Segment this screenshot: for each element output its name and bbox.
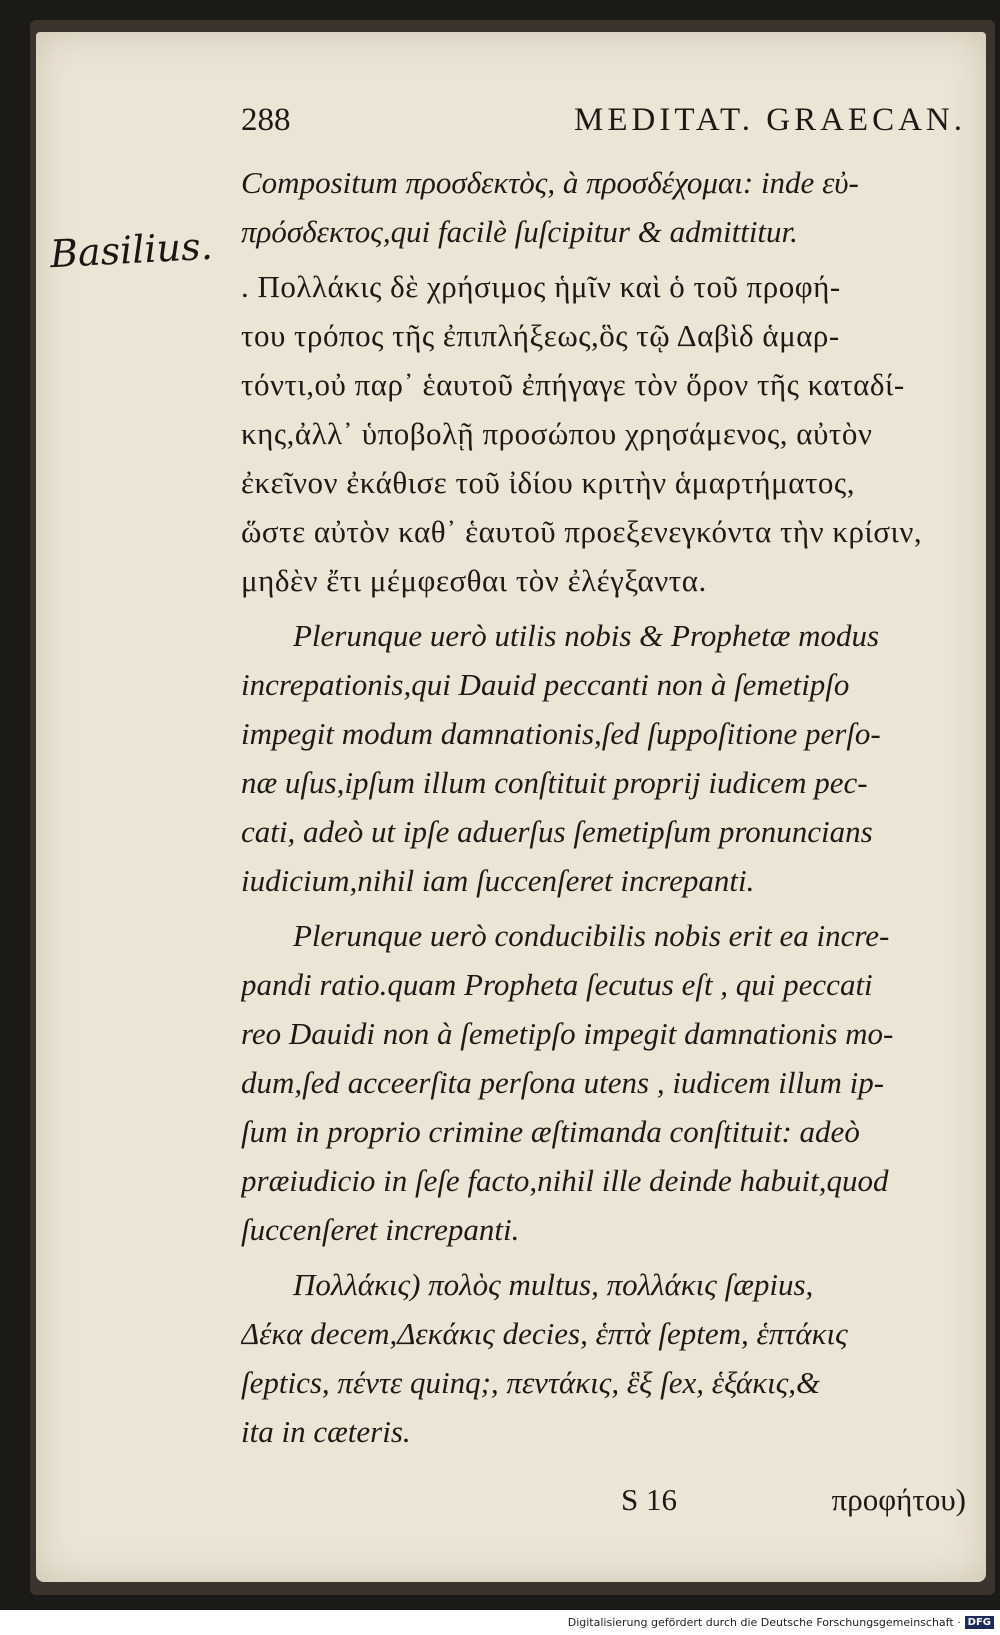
text-line: Δέκα decem,Δεκάκις decies, ἑπτὰ ſeptem, ἑπτάκις <box>241 1316 848 1351</box>
text-line: τόντι,οὐ παρ᾽ ἑαυτοῦ ἐπήγαγε τὸν ὅρον τῆς καταδί- <box>241 367 905 402</box>
credit-bar <box>0 1610 1000 1635</box>
page-footer <box>241 1482 966 1532</box>
running-head: MEDITAT. GRAECAN. <box>574 102 966 138</box>
text-line: κης,ἀλλ᾽ ὑποβολῇ προσώπου χρησάμενος, αὐτὸν <box>241 416 873 451</box>
credit-text: Digitalisierung gefördert durch die Deutsche Forschungsgemeinschaft · <box>567 1616 961 1629</box>
text-line: ſeptics, πέντε quinq;, πεντάκις, ἓξ ſex, ἑξάκις,& <box>241 1365 821 1400</box>
text-line: Plerunque uerò utilis nobis & Prophetæ modus <box>293 618 880 653</box>
text-line: næ uſus,ipſum illum conſtituit proprij iudicem pec- <box>241 765 868 800</box>
paragraph <box>241 1260 966 1456</box>
text-line: pandi ratio.quam Propheta ſecutus eſt , qui peccati <box>241 967 873 1002</box>
page-content <box>241 102 966 1532</box>
page-header <box>241 102 966 158</box>
dfg-logo: DFG <box>965 1616 994 1629</box>
text-body <box>241 158 966 1456</box>
paragraph <box>241 158 966 256</box>
text-line: ſuccenſeret increpanti. <box>241 1212 520 1247</box>
handwritten-margin-note: Basilius. <box>48 223 214 277</box>
text-line: ἐκεῖνον ἐκάθισε τοῦ ἰδίου κριτὴν ἁμαρτήματος, <box>241 465 855 500</box>
text-line: dum,ſed acceerſita perſona utens , iudicem illum ip- <box>241 1065 885 1100</box>
text-line: cati, adeò ut ipſe aduerſus ſemetipſum pronuncians <box>241 814 873 849</box>
text-line: . Πολλάκις δὲ χρήσιμος ἡμῖν καὶ ὁ τοῦ προφή- <box>241 269 841 304</box>
paragraph <box>241 262 966 605</box>
text-line: ita in cæteris. <box>241 1414 411 1449</box>
text-line: πρόσδεκτος,qui facilè ſuſcipitur & admittitur. <box>241 214 798 249</box>
text-line: impegit modum damnationis,ſed ſuppoſitione perſo- <box>241 716 881 751</box>
text-line: ὥστε αὐτὸν καθ᾽ ἑαυτοῦ προεξενεγκόντα τὴν κρίσιν, <box>241 514 923 549</box>
text-line: reo Dauidi non à ſemetipſo impegit damnationis mo- <box>241 1016 894 1051</box>
text-line: Plerunque uerò conducibilis nobis erit ea incre- <box>293 918 890 953</box>
text-line: ſum in proprio crimine æſtimanda conſtituit: adeò <box>241 1114 860 1149</box>
text-line: μηδὲν ἔτι μέμφεσθαι τὸν ἐλέγξαντα. <box>241 563 707 598</box>
text-line: Compositum προσδεκτὸς, à προσδέχομαι: inde εὐ- <box>241 165 859 200</box>
signature-mark: S 16 <box>621 1482 677 1517</box>
catchword: προφήτου) <box>831 1482 966 1517</box>
paragraph <box>241 911 966 1254</box>
page-number: 288 <box>241 102 291 138</box>
text-line: increpationis,qui Dauid peccanti non à ſemetipſo <box>241 667 850 702</box>
text-line: του τρόπος τῆς ἐπιπλήξεως,ὃς τῷ Δαβὶδ ἁμαρ- <box>241 318 840 353</box>
text-line: iudicium,nihil iam ſuccenſeret increpanti. <box>241 863 755 898</box>
text-line: præiudicio in ſeſe facto,nihil ille deinde habuit,quod <box>241 1163 889 1198</box>
text-line: Πολλάκις) πολὸς multus, πολλάκις ſæpius, <box>293 1267 814 1302</box>
paragraph <box>241 611 966 905</box>
